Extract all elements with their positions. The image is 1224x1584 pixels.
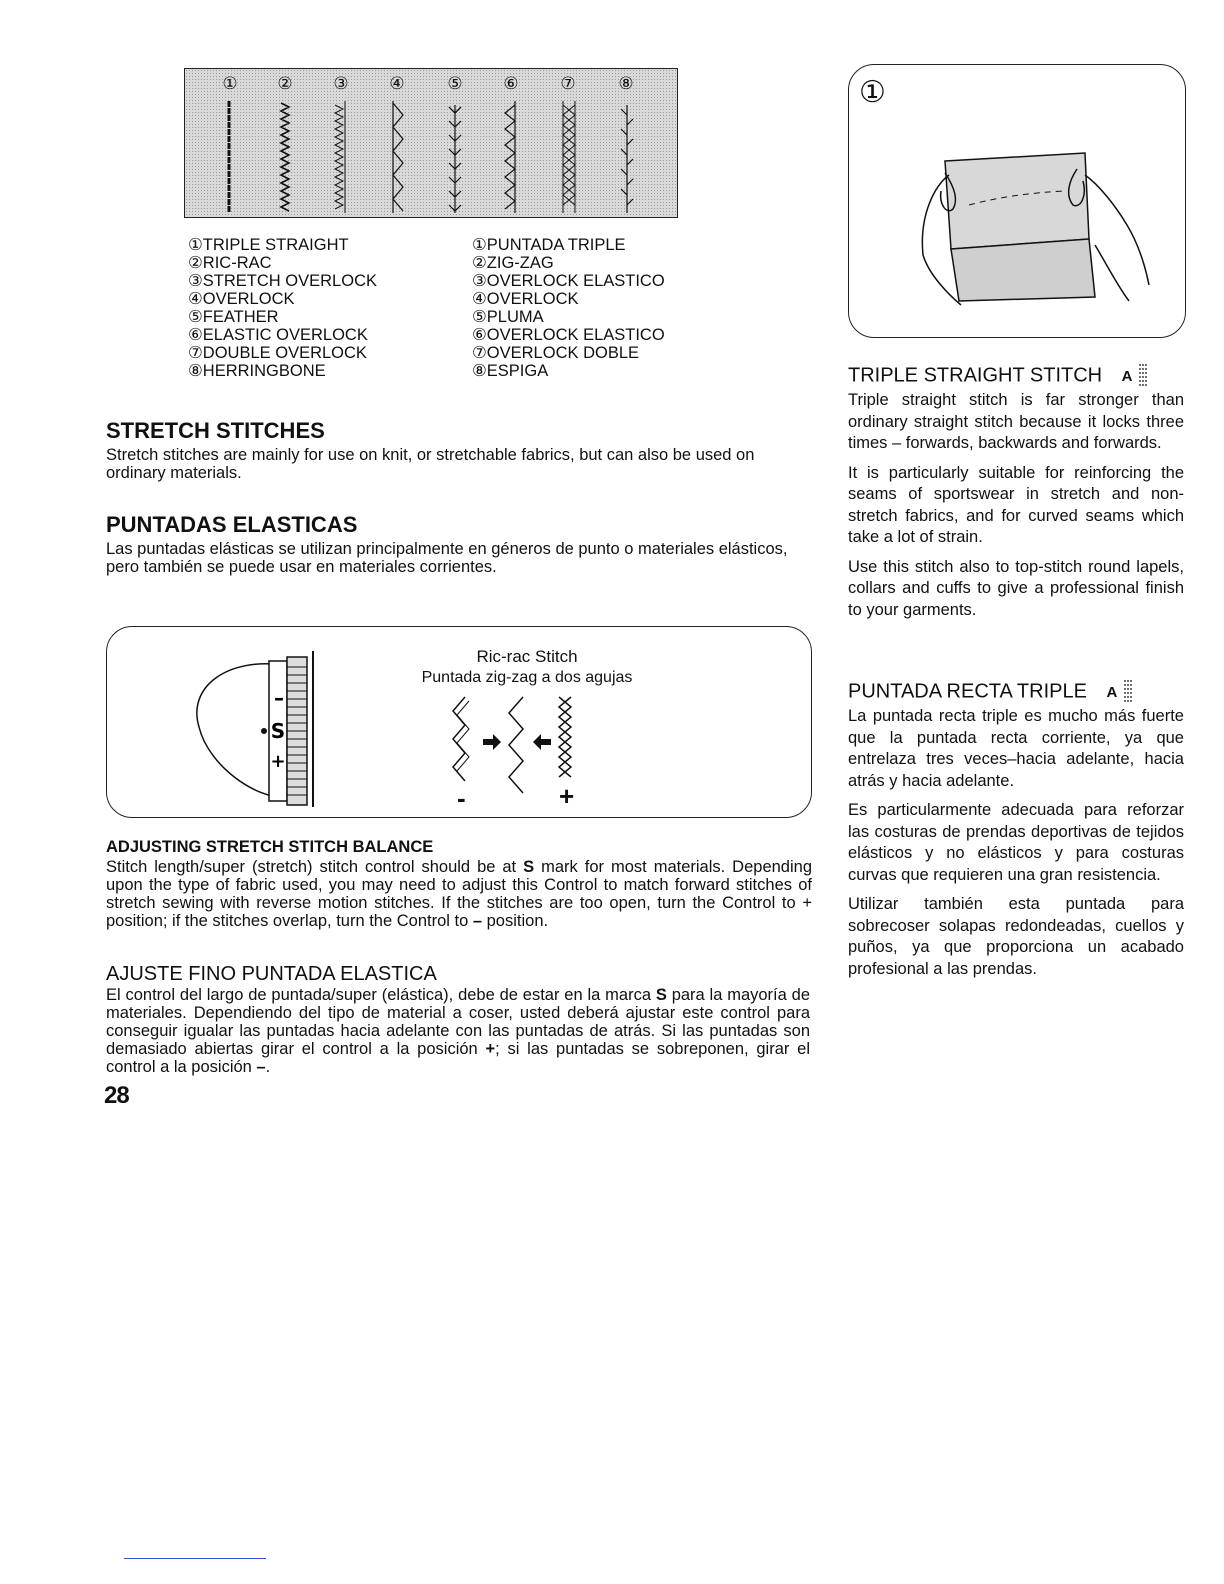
triple-straight-p1: Triple straight stitch is far stronger than ordinary straight stitch because it locks three times – forwards, backwards and forwards. <box>848 391 1184 452</box>
puntada-recta-section <box>848 680 1184 980</box>
triple-straight-stitch-icon <box>1138 364 1148 388</box>
legend-es-item: ⑧ESPIGA <box>472 362 549 380</box>
double-overlock-stitch <box>563 101 575 213</box>
puntada-recta-heading: PUNTADA RECTA TRIPLE A <box>848 680 1184 704</box>
ajuste-body: El control del largo de puntada/super (elástica), debe de estar en la marca S para la mayoría de materiales. Dependiendo del tipo de material a coser, usted deberá ajustar este control para conseguir igualar las puntadas hacia adelante con las puntadas de atrás. Si las puntadas son demasiado abiertas girar el control a la posición +; si las puntadas se sobreponen, girar el control a la posición –. <box>106 986 810 1076</box>
legend-es-item: ⑤PLUMA <box>472 308 544 326</box>
legend-en-item: ⑤FEATHER <box>188 308 279 326</box>
stretch-control-dial <box>107 627 327 817</box>
ric-rac-caption: Ric-rac Stitch <box>476 647 578 666</box>
ric-rac-stitch <box>281 103 289 211</box>
page-number: 28 <box>104 1082 129 1109</box>
legend-es-item: ③OVERLOCK ELASTICO <box>472 272 665 290</box>
stretch-overlock-stitch <box>335 101 345 213</box>
legend-en-item: ④OVERLOCK <box>188 290 295 308</box>
triple-straight-p2: It is particularly suitable for reinforcing the seams of sportswear in stretch and non-stretch fabrics, and for curved seams which take a lot of strain. <box>848 463 1184 546</box>
legend-spanish <box>472 236 665 380</box>
plus-label: + <box>559 781 575 811</box>
stitch-number-7: ⑦ <box>560 74 576 94</box>
overlock-stitch <box>393 101 403 213</box>
legend-es-item: ②ZIG-ZAG <box>472 254 554 272</box>
stitch-number-1: ① <box>222 74 238 94</box>
figure-1-number: ① <box>859 76 886 109</box>
stitch-number-5: ⑤ <box>447 74 463 94</box>
stitch-number-3: ③ <box>333 74 349 94</box>
herringbone-stitch <box>621 105 633 213</box>
stitch-number-2: ② <box>277 74 293 94</box>
legend-en-item: ②RIC-RAC <box>188 254 272 272</box>
legend-es-item: ④OVERLOCK <box>472 290 579 308</box>
ric-rac-caption-spanish: Puntada zig-zag a dos agujas <box>421 669 633 686</box>
elastic-overlock-stitch <box>505 101 515 213</box>
adjusting-heading: ADJUSTING STRETCH STITCH BALANCE <box>106 838 434 856</box>
puntada-recta-p1: La puntada recta triple es mucho más fuerte que la puntada recta corriente, ya que entrelaza tres veces–hacia adelante, hacia atrás y hacia adelante. <box>848 707 1184 790</box>
legend-en-item: ⑧HERRINGBONE <box>188 362 326 380</box>
bottom-rule <box>124 1558 266 1559</box>
legend-en-item: ③STRETCH OVERLOCK <box>188 272 377 290</box>
adjusting-body: Stitch length/super (stretch) stitch control should be at S mark for most materials. Depending upon the type of fabric used, you may need to adjust this Control to match forward stitches of stretch sewing with reverse motion stitches. If the stitches are too open, turn the Control to + position; if the stitches overlap, turn the Control to – position. <box>106 858 813 930</box>
triple-straight-heading: TRIPLE STRAIGHT STITCH A <box>848 364 1184 388</box>
puntada-recta-stitch-icon <box>1123 680 1133 704</box>
puntadas-elasticas-heading: PUNTADAS ELASTICAS <box>106 512 358 537</box>
legend-es-item: ⑦OVERLOCK DOBLE <box>472 344 640 362</box>
feather-stitch <box>449 105 461 213</box>
legend-es-item: ⑥OVERLOCK ELASTICO <box>472 326 665 344</box>
puntada-recta-p3: Utilizar también esta puntada para sobrecoser solapas redondeadas, cuellos y puños, ya que proporciona un acabado profesional a las prendas. <box>848 895 1184 978</box>
stitch-balance-diagram <box>106 626 812 818</box>
legend-en-item: ⑥ELASTIC OVERLOCK <box>188 326 368 344</box>
stitch-pattern-panel <box>184 68 678 218</box>
figure-1-box <box>848 64 1186 338</box>
minus-label: - <box>457 783 466 813</box>
hands-holding-fabric-illustration <box>849 65 1185 337</box>
ajuste-heading: AJUSTE FINO PUNTADA ELASTICA <box>106 963 437 985</box>
legend-en-item: ⑦DOUBLE OVERLOCK <box>188 344 367 362</box>
stitch-balance-illustration <box>447 693 617 803</box>
legend-en-item: ①TRIPLE STRAIGHT <box>188 236 349 254</box>
balanced-stitch-sample <box>509 697 523 793</box>
legend-english <box>188 236 377 380</box>
stretch-stitches-body: Stretch stitches are mainly for use on knit, or stretchable fabrics, but can also be used on ordinary materials. <box>106 446 755 482</box>
stitch-pattern-drawing <box>185 69 676 216</box>
triple-straight-p3: Use this stitch also to top-stitch round lapels, collars and cuffs to give a professional finish to your garments. <box>848 557 1184 619</box>
puntadas-elasticas-body: Las puntadas elásticas se utilizan principalmente en géneros de punto o materiales elásticos, pero también se puede usar en materiales corrientes. <box>106 540 788 576</box>
triple-straight-section <box>848 364 1184 621</box>
stitch-number-6: ⑥ <box>503 74 519 94</box>
stretch-stitches-heading: STRETCH STITCHES <box>106 418 325 443</box>
dial-minus-mark: – <box>274 686 284 710</box>
dial-s-mark: S <box>270 719 286 743</box>
dial-plus-mark: + <box>270 751 286 772</box>
stitch-number-8: ⑧ <box>618 74 634 94</box>
puntada-recta-p2: Es particularmente adecuada para reforzar las costuras de prendas deportivas de tejidos elásticos y no elásticos y para costuras curvas que requieren una gran resistencia. <box>848 801 1184 884</box>
legend-es-item: ①PUNTADA TRIPLE <box>472 236 626 254</box>
stitch-number-4: ④ <box>389 74 405 94</box>
